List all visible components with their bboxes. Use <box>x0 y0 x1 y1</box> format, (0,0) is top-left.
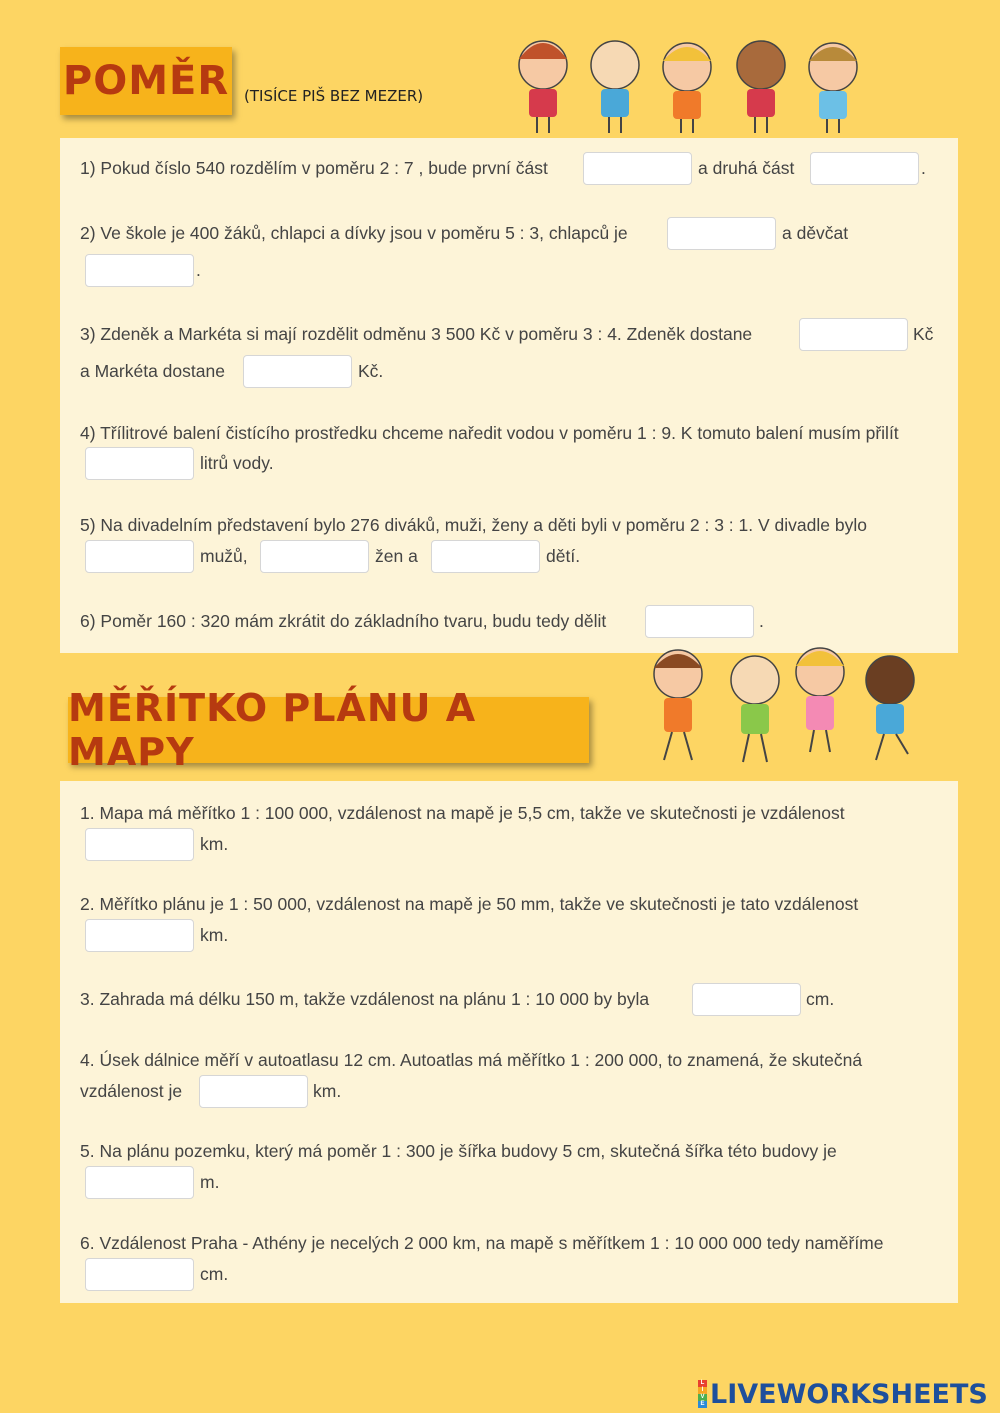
question-5-text: 5) Na divadelním představení bylo 276 diváků, muži, ženy a děti byli v poměru 2 : 3 : 1. V divadle bylo <box>80 515 867 535</box>
scale-answer-input-1[interactable] <box>85 828 194 861</box>
scale-answer-input-5[interactable] <box>85 1166 194 1199</box>
scale-question-4-text-b: vzdálenost je <box>80 1081 183 1101</box>
question-1-end: . <box>921 158 926 178</box>
answer-input-3a[interactable] <box>799 318 908 351</box>
child-figure <box>519 41 567 133</box>
child-figure <box>591 41 639 133</box>
children-illustration-middle <box>640 632 935 772</box>
question-6-text: 6) Poměr 160 : 320 mám zkrátit do základního tvaru, budu tedy dělit <box>80 611 607 631</box>
answer-input-2a[interactable] <box>667 217 776 250</box>
children-illustration-top <box>505 25 880 140</box>
question-1-text: 1) Pokud číslo 540 rozdělím v poměru 2 : 7 , bude první část <box>80 158 548 178</box>
question-3-text: 3) Zdeněk a Markéta si mají rozdělit odměnu 3 500 Kč v poměru 3 : 4. Zdeněk dostane <box>80 324 753 344</box>
question-4-text: 4) Třílitrové balení čistícího prostředku chceme naředit vodou v poměru 1 : 9. K tomuto balení musím přilít <box>80 423 899 443</box>
scale-question-5-text: 5. Na plánu pozemku, který má poměr 1 : 300 je šířka budovy 5 cm, skutečná šířka této budovy je <box>80 1141 837 1161</box>
scale-question-4-text: 4. Úsek dálnice měří v autoatlasu 12 cm. Autoatlas má měřítko 1 : 200 000, to znamená, že skutečná <box>80 1050 863 1070</box>
scale-question-6-unit: cm. <box>200 1264 229 1284</box>
scale-question-1-unit: km. <box>200 834 229 854</box>
answer-input-5c[interactable] <box>431 540 540 573</box>
question-2-text: 2) Ve škole je 400 žáků, chlapci a dívky jsou v poměru 5 : 3, chlapců je <box>80 223 628 243</box>
question-6-end: . <box>759 611 764 631</box>
scale-answer-input-4[interactable] <box>199 1075 308 1108</box>
child-figure <box>809 43 857 133</box>
question-5-text-c: žen a <box>375 546 418 566</box>
question-2-text-b: a děvčat <box>782 223 849 243</box>
scale-question-2-unit: km. <box>200 925 229 945</box>
question-4-text-b: litrů vody. <box>200 453 274 473</box>
answer-input-4[interactable] <box>85 447 194 480</box>
question-5-text-d: dětí. <box>546 546 581 566</box>
answer-input-1b[interactable] <box>810 152 919 185</box>
scale-question-2-text: 2. Měřítko plánu je 1 : 50 000, vzdálenost na mapě je 50 mm, takže ve skutečnosti je tato vzdálenost <box>80 894 859 914</box>
child-figure <box>737 41 785 133</box>
question-2-end: . <box>196 260 201 280</box>
liveworksheets-logo <box>698 1376 988 1412</box>
child-figure <box>663 43 711 133</box>
scale-question-4-unit: km. <box>313 1081 342 1101</box>
scale-question-3-unit: cm. <box>806 989 835 1009</box>
question-3-text-c: a Markéta dostane <box>80 361 225 381</box>
child-figure <box>866 656 914 760</box>
scale-question-5-unit: m. <box>200 1172 220 1192</box>
section-panel-meritko <box>60 781 958 1303</box>
section-title-pomer: POMĚR <box>60 47 232 115</box>
answer-input-3b[interactable] <box>243 355 352 388</box>
question-3-text-b: Kč <box>913 324 934 344</box>
scale-question-3-text: 3. Zahrada má délku 150 m, takže vzdálenost na plánu 1 : 10 000 by byla <box>80 989 650 1009</box>
liveworksheets-logo-text: LIVEWORKSHEETS <box>710 1378 988 1410</box>
scale-answer-input-2[interactable] <box>85 919 194 952</box>
child-figure <box>731 656 779 762</box>
answer-input-5a[interactable] <box>85 540 194 573</box>
question-5-text-b: mužů, <box>200 546 248 566</box>
scale-question-1-text: 1. Mapa má měřítko 1 : 100 000, vzdálenost na mapě je 5,5 cm, takže ve skutečnosti je vzdálenost <box>80 803 845 823</box>
child-figure <box>796 648 844 752</box>
liveworksheets-logo-icon: L I V E <box>698 1380 707 1408</box>
instruction-note: (TISÍCE PIŠ BEZ MEZER) <box>244 87 424 105</box>
section-panel-pomer <box>60 138 958 653</box>
scale-answer-input-6[interactable] <box>85 1258 194 1291</box>
question-3-text-d: Kč. <box>358 361 384 381</box>
child-figure <box>654 650 702 760</box>
question-1-text-b: a druhá část <box>698 158 795 178</box>
answer-input-1a[interactable] <box>583 152 692 185</box>
section-title-meritko: MĚŘÍTKO PLÁNU A MAPY <box>68 697 589 763</box>
answer-input-5b[interactable] <box>260 540 369 573</box>
answer-input-2b[interactable] <box>85 254 194 287</box>
scale-answer-input-3[interactable] <box>692 983 801 1016</box>
scale-question-6-text: 6. Vzdálenost Praha - Athény je necelých 2 000 km, na mapě s měřítkem 1 : 10 000 000 tedy naměříme <box>80 1233 884 1253</box>
